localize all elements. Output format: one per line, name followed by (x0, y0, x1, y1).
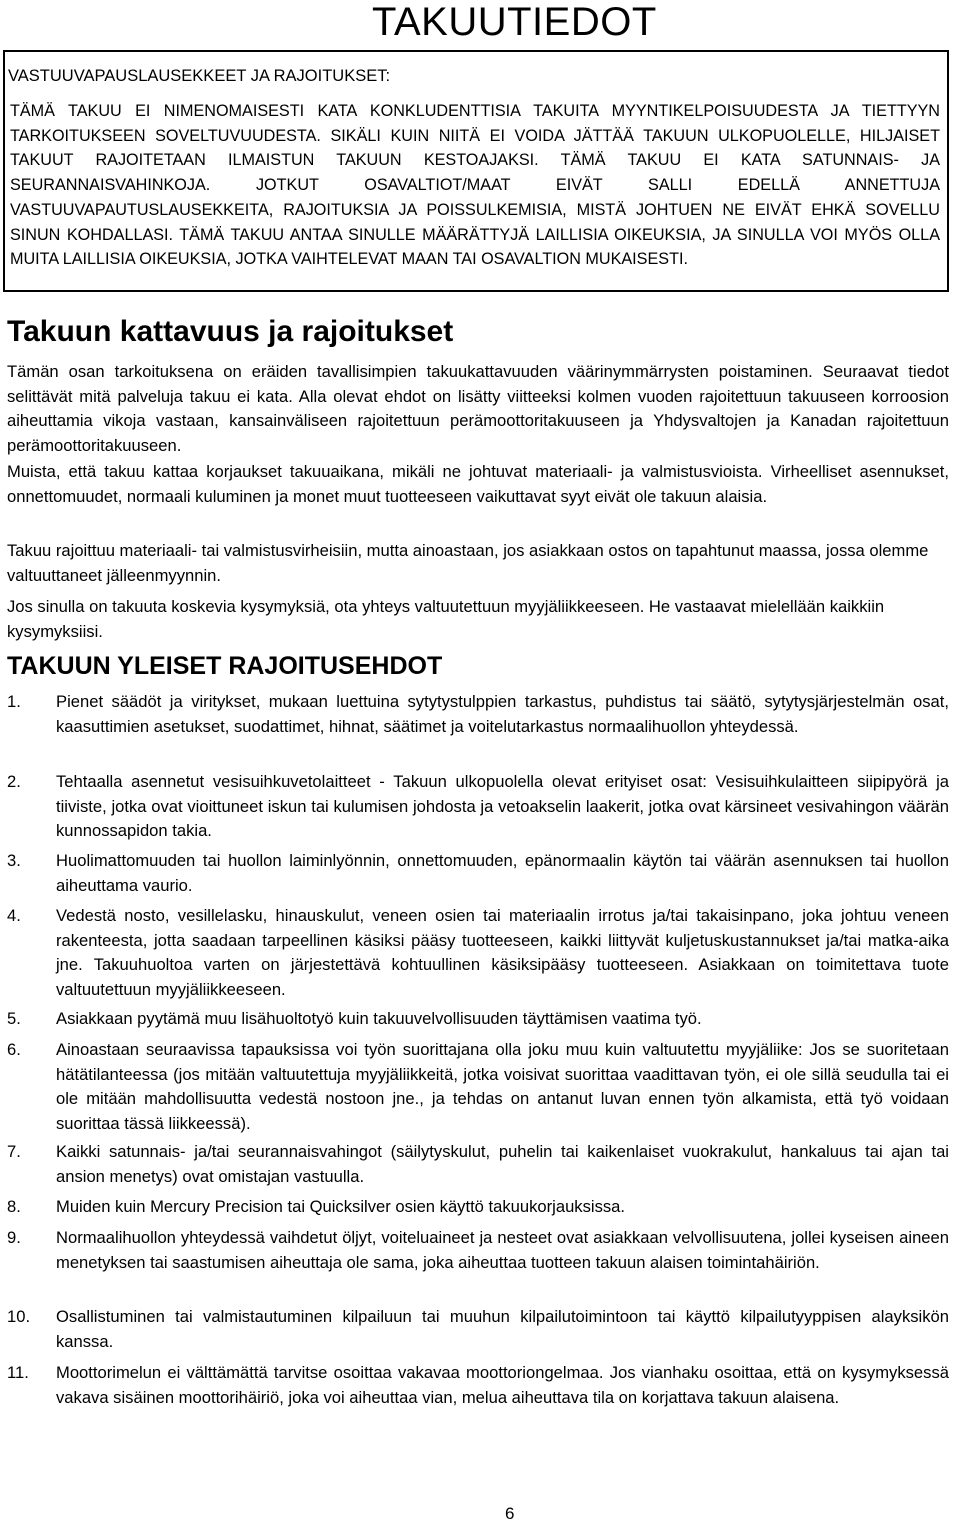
coverage-heading: Takuun kattavuus ja rajoitukset (7, 315, 454, 348)
list-number: 7. (7, 1142, 21, 1161)
list-number: 8. (7, 1197, 21, 1216)
list-item (7, 1140, 949, 1189)
list-item (7, 1007, 949, 1032)
list-number: 6. (7, 1040, 21, 1059)
disclaimer-heading: VASTUUVAPAUSLAUSEKKEET JA RAJOITUKSET: (8, 67, 391, 85)
list-number: 3. (7, 851, 21, 870)
list-item (7, 770, 949, 844)
list-text: Kaikki satunnais- ja/tai seurannaisvahingot (säilytyskulut, puhelin tai kaikenlaiset vuokrakulut, hankaluus tai ajan tai ansion menetys) ovat omistajan vastuulla. (56, 1142, 949, 1186)
list-text: Ainoastaan seuraavissa tapauksissa voi työn suorittajana olla joku muu kuin valtuutettu myyjäliike: Jos se suoritetaan hätätilanteessa (jos mitään valtuutettuja myyjäliikkeitä, jotka voisivat suorittaa vaadittavan työn, ei ole sillä seudulla tai ei ole mitään mahdollisuutta vedestä nostoon jne., ja tehdas on antanut luvan ennen työn alkamista, että työ voidaan suorittaa tässä liikkeessä). (56, 1040, 949, 1133)
general-heading: TAKUUN YLEISET RAJOITUSEHDOT (7, 652, 443, 680)
list-item (7, 1226, 949, 1275)
disclaimer-text: TÄMÄ TAKUU EI NIMENOMAISESTI KATA KONKLUDENTTISIA TAKUITA MYYNTIKELPOISUUDESTA JA TIETTYYN TARKOITUKSEEN SOVELTUVUUDESTA. SIKÄLI KUIN NIITÄ EI VOIDA JÄTTÄÄ TAKUUN ULKOPUOLELLE, HILJAISET TAKUUT RAJOITETAAN ILMAISTUN TAKUUN KESTOAJAKSI. TÄMÄ TAKUU EI KATA SATUNNAIS- JA SEURANNAISVAHINKOJA. JOTKUT OSAVALTIOT/MAAT EIVÄT SALLI EDELLÄ ANNETTUJA VASTUUVAPAUTUSLAUSEKKEITA, RAJOITUKSIA JA POISSULKEMISIA, MISTÄ JOHTUEN NE EIVÄT EHKÄ SOVELLU SINUN KOHDALLASI. TÄMÄ TAKUU ANTAA SINULLE MÄÄRÄTTYJÄ LAILLISIA OIKEUKSIA, JA SINULLA VOI MYÖS OLLA MUITA LAILLISIA OIKEUKSIA, JOTKA VAIHTELEVAT MAAN TAI OSAVALTION MUKAISESTI. (10, 102, 940, 269)
list-number: 11. (7, 1363, 29, 1382)
list-item (7, 849, 949, 898)
list-item (7, 1195, 949, 1220)
list-item (7, 690, 949, 739)
list-number: 5. (7, 1009, 21, 1028)
coverage-paragraph: Takuu rajoittuu materiaali- tai valmistusvirheisiin, mutta ainoastaan, jos asiakkaan ostos on tapahtunut maassa, jossa olemme valtuuttaneet jälleenmyynnin. (7, 541, 929, 585)
list-text: Moottorimelun ei välttämättä tarvitse osoittaa vakavaa moottoriongelmaa. Jos vianhaku osoittaa, että on kysymyksessä vakava sisäinen moottorihäiriö, joka voi aiheuttaa vian, melua aiheuttava tila on korjattava takuun alaisena. (56, 1363, 949, 1407)
list-item (7, 904, 949, 1002)
list-number: 9. (7, 1228, 21, 1247)
list-number: 10. (7, 1307, 31, 1326)
coverage-paragraph: Jos sinulla on takuuta koskevia kysymyksiä, ota yhteys valtuutettuun myyjäliikkeeseen. He vastaavat mielellään kaikkiin kysymyksiisi. (7, 597, 885, 641)
list-item (7, 1305, 949, 1354)
page-title: TAKUUTIEDOT (372, 0, 657, 44)
list-number: 2. (7, 772, 21, 791)
list-text: Asiakkaan pyytämä muu lisähuoltotyö kuin takuuvelvollisuuden täyttämisen vaatima työ. (56, 1009, 702, 1028)
list-text: Pienet säädöt ja viritykset, mukaan luettuina sytytystulppien tarkastus, puhdistus tai säätö, sytytysjärjestelmän osat, kaasuttimien asetukset, suodattimet, hihnat, säätimet ja voitelutarkastus normaalihuollon yhteydessä. (56, 692, 949, 736)
list-item (7, 1038, 949, 1136)
list-number: 1. (7, 692, 21, 711)
list-text: Muiden kuin Mercury Precision tai Quicksilver osien käyttö takuukorjauksissa. (56, 1197, 626, 1216)
list-item (7, 1361, 949, 1410)
coverage-paragraph: Muista, että takuu kattaa korjaukset takuuaikana, mikäli ne johtuvat materiaali- ja valmistusvioista. Virheelliset asennukset, onnettomuudet, normaali kuluminen ja monet muut tuotteeseen vaikuttavat syyt eivät ole takuun alaisia. (7, 462, 949, 506)
list-text: Osallistuminen tai valmistautuminen kilpailuun tai muuhun kilpailutoimintoon tai käyttö kilpailutyyppisen alayksikön kanssa. (56, 1307, 949, 1351)
list-number: 4. (7, 906, 21, 925)
page-number: 6 (505, 1504, 515, 1523)
list-text: Tehtaalla asennetut vesisuihkuvetolaitteet - Takuun ulkopuolella olevat erityiset osat: Vesisuihkulaitteen siipipyörä ja tiiviste, jotka ovat vioittuneet iskun tai kulumisen johdosta ja vetoakselin laakerit, jotka ovat kärsineet vesivahingon väärän kunnossapidon takia. (56, 772, 949, 840)
list-text: Huolimattomuuden tai huollon laiminlyönnin, onnettomuuden, epänormaalin käytön tai väärän asennuksen tai huollon aiheuttama vaurio. (56, 851, 949, 895)
list-text: Vedestä nosto, vesillelasku, hinauskulut, veneen osien tai materiaalin irrotus ja/tai takaisinpano, joka johtuu veneen rakenteesta, jotta saadaan tarpeellinen käsiksi pääsy tuotteeseen, kaikki liittyvät kuljetuskustannukset ja/tai matka-aika jne. Takuuhuoltoa varten on järjestettävä kohtuullinen käsiksipääsy tuotteeseen. Asiakkaan on toimitettava tuote valtuutettuun myyjäliikkeeseen. (56, 906, 949, 999)
coverage-paragraph: Tämän osan tarkoituksena on eräiden tavallisimpien takuukattavuuden väärinymmärrysten poistaminen. Seuraavat tiedot selittävät mitä palveluja takuu ei kata. Alla olevat ehdot on lisätty viitteeksi kolmen vuoden rajoitettuun takuuseen korroosion aiheuttamia vikoja vastaan, kansainväliseen rajoitettuun perämoottoritakuuseen ja Yhdysvaltojen ja Kanadan rajoitettuun perämoottoritakuuseen. (7, 362, 949, 455)
list-text: Normaalihuollon yhteydessä vaihdetut öljyt, voiteluaineet ja nesteet ovat asiakkaan velvollisuutena, jollei kyseisen aineen menetyksen tai saastumisen aiheuttaja ole sama, joka aiheuttaa tuotteen takuun alaisen toimintahäiriön. (56, 1228, 949, 1272)
